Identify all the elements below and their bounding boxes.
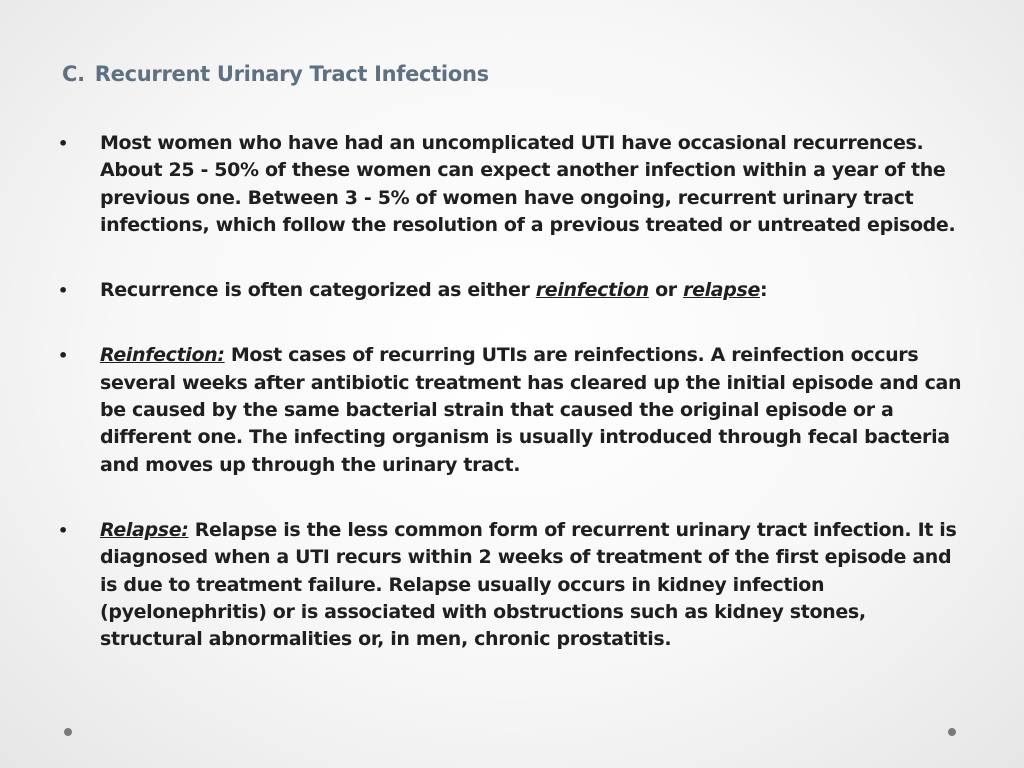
- term-relapse: relapse: [683, 279, 761, 302]
- bullet-text: Most cases of recurring UTIs are reinfections. A reinfection occurs several weeks after antibiotic treatment has cleared up the initial episode and can be caused by the same bacterial strain that caused the original episode or a different one. The infecting organism is usually introduced through fecal bacteria and moves up through the urinary tract.: [100, 344, 962, 476]
- title-number: C.: [62, 62, 85, 86]
- bullet-list: [58, 130, 970, 691]
- bullet-marker: •: [58, 346, 68, 366]
- term-reinfection-heading: Reinfection:: [100, 344, 225, 367]
- slide-title: [62, 62, 489, 86]
- bullet-item-recurrence-overview: [58, 130, 970, 239]
- bullet-text: Recurrence is often categorized as either: [100, 279, 536, 302]
- bullet-item-categories: [58, 277, 970, 304]
- bullet-marker: •: [58, 520, 68, 540]
- bullet-item-reinfection: [58, 342, 970, 478]
- bullet-text-connector: or: [648, 279, 684, 302]
- bullet-item-relapse: [58, 517, 970, 653]
- bullet-text: Relapse is the less common form of recurrent urinary tract infection. It is diagnosed when a UTI recurs within 2 weeks of treatment of the first episode and is due to treatment failure. Relapse usually occurs in kidney infection (pyelonephritis) or is associated with obstructions such as kidney stones, structural abnormalities or, in men, chronic prostatitis.: [100, 518, 957, 651]
- decorative-dot-left: [64, 728, 72, 736]
- term-relapse-heading: Relapse:: [100, 518, 189, 541]
- bullet-text-colon: :: [760, 279, 768, 302]
- decorative-dot-right: [948, 728, 956, 736]
- bullet-marker: •: [58, 281, 68, 301]
- bullet-marker: •: [58, 134, 68, 153]
- term-reinfection: reinfection: [535, 279, 649, 302]
- bullet-text: Most women who have had an uncomplicated UTI have occasional recurrences. About 25 - 50% of these women can expect another infection within a year of the previous one. Between 3 - 5% of women have ongoing, recurrent urinary tract infections, which follow the resolution of a previous treated or untreated episode.: [100, 132, 956, 236]
- title-text: Recurrent Urinary Tract Infections: [94, 62, 489, 86]
